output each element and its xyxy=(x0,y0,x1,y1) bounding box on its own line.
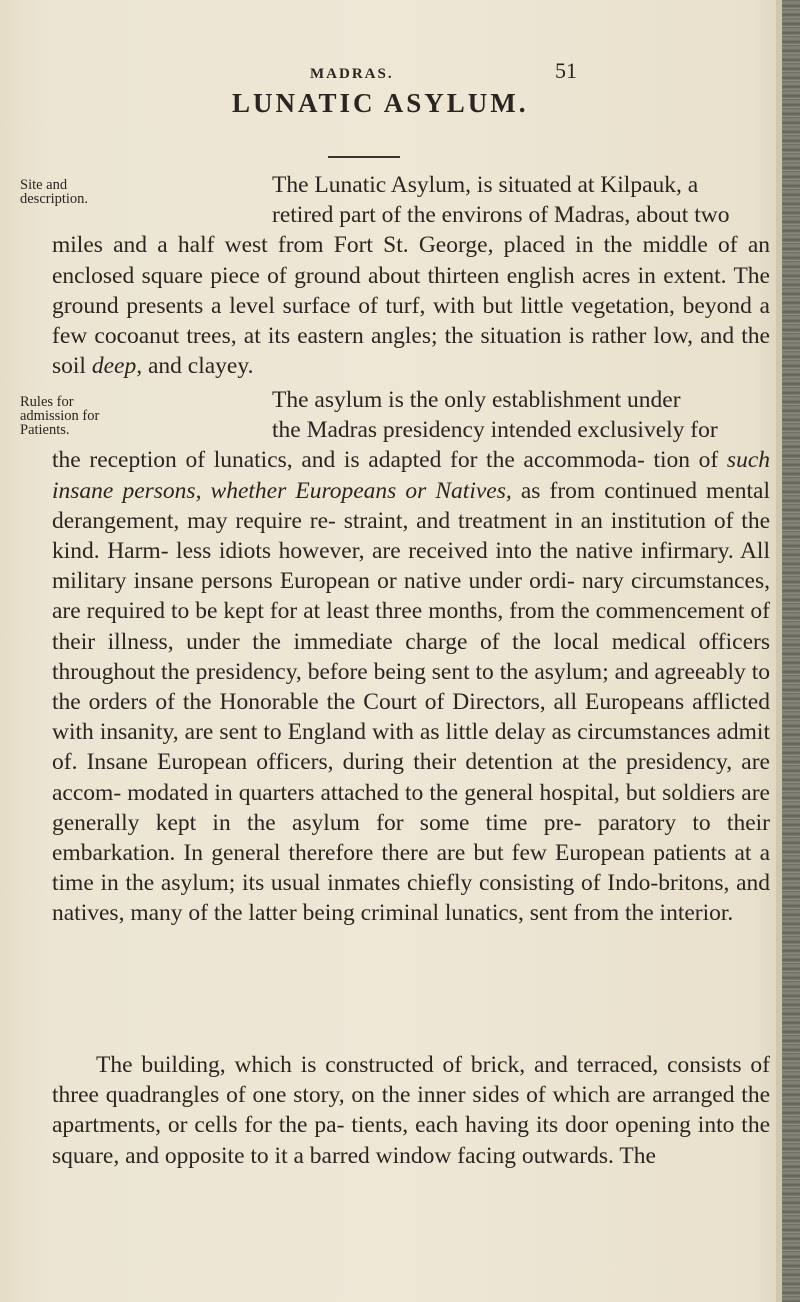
section-title: LUNATIC ASYLUM. xyxy=(232,88,529,118)
paragraph-rules-line1: The asylum is the only establishment under xyxy=(272,387,681,413)
margin-note-site: Site and description. xyxy=(20,177,89,207)
paragraph-site-text: miles and a half west from Fort St. George, placed in the middle of an enclosed square piece of ground about thirteen english acres in extent. The ground presents a level surface of turf, with but little vegetation, beyond a few cocoanut trees, at its eastern angles; the situation is rather low, and the soil xyxy=(52,232,770,380)
paragraph-rules-line2: the Madras presidency intended exclusively for xyxy=(272,417,718,444)
margin-note-rules: Rules for admission for Patients. xyxy=(20,394,100,438)
paragraph-site-body xyxy=(52,230,770,381)
paragraph-site-line1: The Lunatic Asylum, is situated at Kilpauk, a xyxy=(272,172,699,198)
paragraph-rules-body xyxy=(52,445,770,928)
paragraph-site xyxy=(52,170,770,381)
running-header: MADRAS. xyxy=(310,66,394,82)
paragraph-rules xyxy=(52,385,770,929)
paragraph-building-body: The building, which is constructed of brick, and terraced, consists of three quadrangles of one story, on the inner sides of which are arranged the apartments, or cells for the pa- tients, each having its door opening into the square, and opposite to it a barred window facing outwards. The xyxy=(52,1052,770,1169)
page-number: 51 xyxy=(555,58,577,83)
paragraph-rules-text-b: as from continued mental derangement, may require re- straint, and treatment in an institution of the kind. Harm- less idiots however, are received into the native infirmary. All military insane persons European or native under ordi- nary circumstances, are required to be kept for at least three months, from the commencement of their illness, under the immediate charge of the local medical officers throughout the presidency, before being sent to the asylum; and agreeably to the orders of the Honorable the Court of Directors, all Europeans afflicted with insanity, are sent to England with as little delay as circumstances admit of. Insane European officers, during their detention at the presidency, are accom- modated in quarters attached to the general hospital, but soldiers are generally kept in the asylum for some time pre- paratory to their embarkation. In general therefore there are but few European patients at a time in the asylum; its usual inmates chiefly consisting of Indo-britons, and natives, many of the latter being criminal lunatics, sent from the interior. xyxy=(52,477,770,927)
paragraph-site-emphasis: deep, xyxy=(91,353,143,380)
paragraph-site-line2: retired part of the environs of Madras, about two xyxy=(272,202,730,229)
paragraph-rules-text-a: the reception of lunatics, and is adapted for the accommoda- tion of xyxy=(52,447,727,474)
title-rule xyxy=(328,156,400,158)
book-spine-edge xyxy=(782,0,800,1302)
paragraph-building xyxy=(52,1050,770,1171)
paragraph-rules-emphasis: such insane persons, whether Europeans or Natives, xyxy=(52,447,770,504)
paragraph-site-end: and clayey. xyxy=(142,353,254,380)
